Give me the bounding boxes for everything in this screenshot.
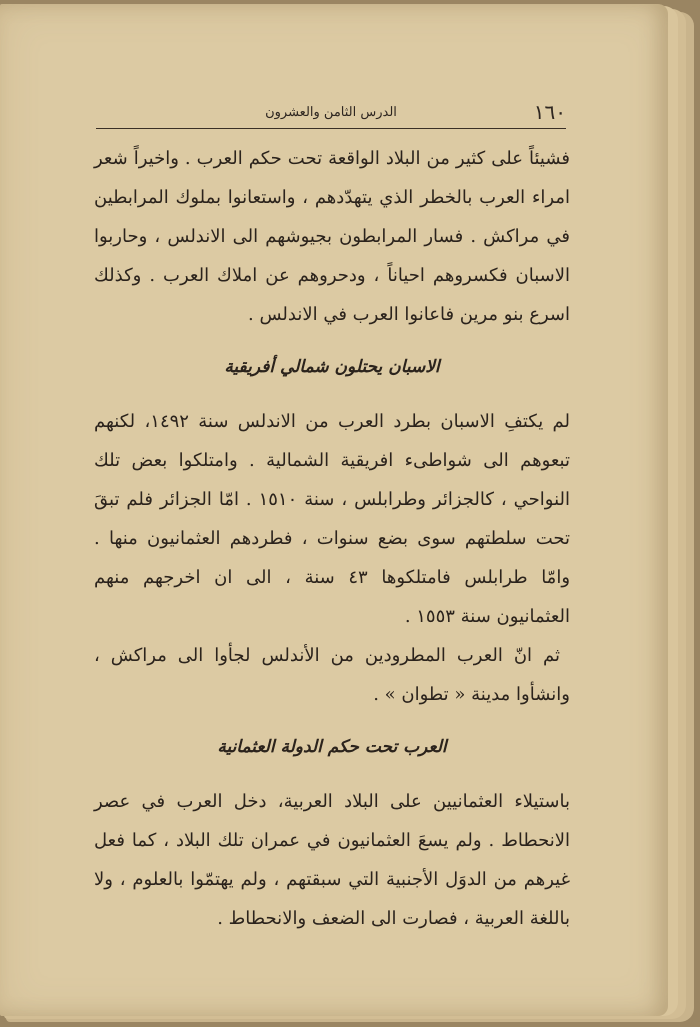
book-page (0, 4, 668, 1016)
running-title: الدرس الثامن والعشرون (265, 105, 397, 120)
paragraph: فشيئاً على كثير من البلاد الواقعة تحت حكم العرب . واخيراً شعر امراء العرب بالخطر الذي يتهدّدهم ، واستعانوا بملوك المرابطين في مراكش . فسار المرابطون بجيوشهم الى الاندلس ، وحاربوا الاسبان فكسروهم احياناً ، ودحروهم عن املاك العرب . وكذلك اسرع بنو مرين فاعانوا العرب في الاندلس . (94, 148, 570, 325)
section-heading: الاسبان يحتلون شمالي أفريقية (224, 357, 440, 377)
body-text (94, 139, 570, 938)
paragraph: ثم انّ العرب المطرودين من الأندلس لجأوا الى مراكش ، وانشأوا مدينة « تطوان » . (94, 645, 570, 705)
page-number: ١٦٠ (533, 100, 566, 124)
paragraph: لم يكتفِ الاسبان بطرد العرب من الاندلس سنة ١٤٩٢، لكنهم تبعوهم الى شواطىء افريقية الشمالية . وامتلكوا بعض تلك النواحي ، كالجزائر وطرابلس ، سنة ١٥١٠ . امّا الجزائر فلم تبقَ تحت سلطتهم سوى بضع سنوات ، فطردهم العثمانيون منها . وامّا طرابلس فامتلكوها ٤٣ سنة ، الى ان اخرجهم منهم العثمانيون سنة ١٥٥٣ . (94, 411, 571, 627)
section-heading: العرب تحت حكم الدولة العثمانية (217, 737, 447, 757)
paragraph: باستيلاء العثمانيين على البلاد العربية، دخل العرب في عصر الانحطاط . ولم يسعَ العثمانيون في عمران تلك البلاد ، كما فعل غيرهم من الدوَل الأجنبية التي سبقتهم ، ولم يهتمّوا بالعلوم ، ولا باللغة العربية ، فصارت الى الضعف والانحطاط . (94, 791, 570, 929)
page-header (96, 100, 566, 129)
